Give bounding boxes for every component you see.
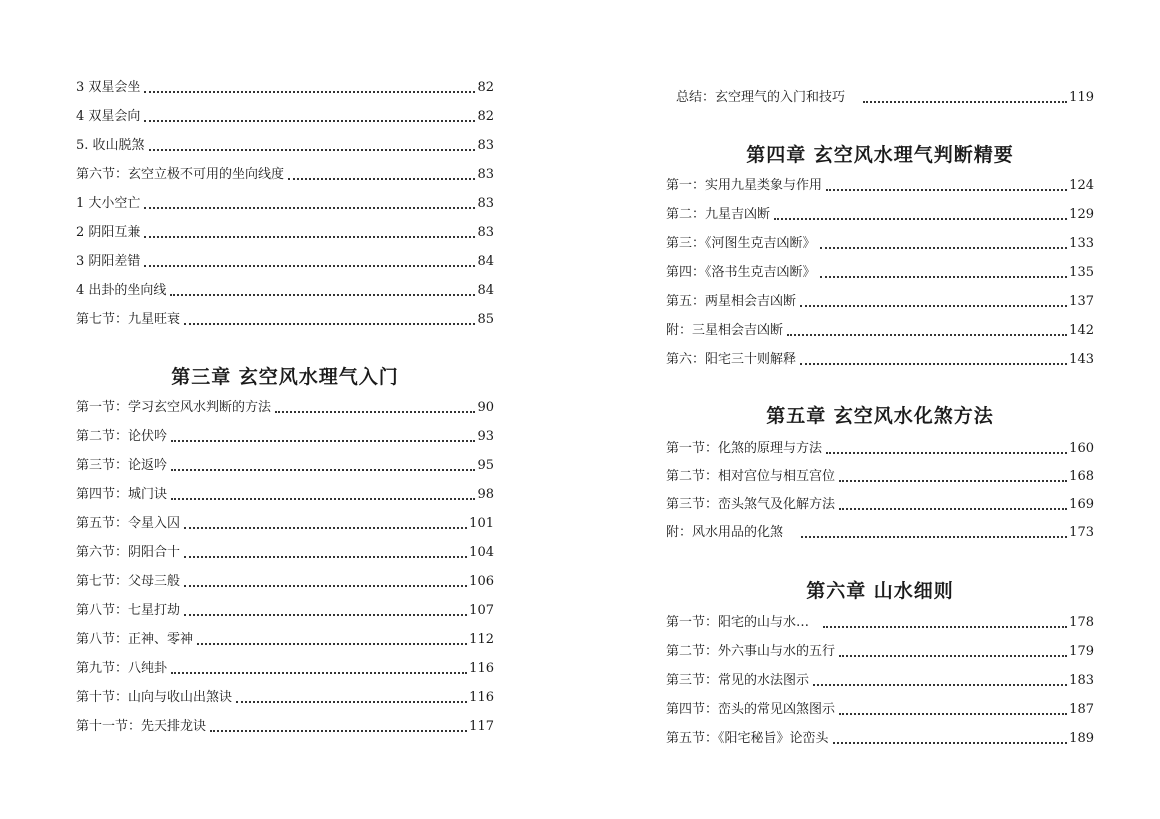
- entry-title: 附：风水用品的化煞: [666, 525, 784, 540]
- entry-page: 160: [1069, 441, 1094, 456]
- toc-entry[interactable]: [666, 615, 1094, 631]
- leader-dots: [774, 218, 1067, 220]
- entry-title: 2 阴阳互兼: [76, 225, 141, 240]
- entry-title: 第五：两星相会吉凶断: [666, 294, 797, 309]
- entry-title: 第七节：九星旺衰: [76, 312, 181, 327]
- entry-title: 第六：阳宅三十则解释: [666, 352, 797, 367]
- toc-entry[interactable]: [666, 644, 1094, 660]
- entry-page: 173: [1069, 525, 1094, 540]
- toc-entry[interactable]: [76, 138, 494, 154]
- entry-title: 第三节：常见的水法图示: [666, 673, 810, 688]
- entry-page: 107: [469, 603, 494, 618]
- toc-entry[interactable]: [666, 236, 1094, 252]
- chapter-heading: 第四章 玄空风水理气判断精要: [746, 144, 1014, 166]
- entry-title: 第六节：阴阳合十: [76, 545, 181, 560]
- entry-page: 93: [477, 429, 494, 444]
- leader-dots: [800, 305, 1067, 307]
- toc-entry[interactable]: [666, 323, 1094, 339]
- leader-dots: [800, 363, 1067, 365]
- leader-dots: [184, 556, 467, 558]
- toc-entry[interactable]: [666, 673, 1094, 689]
- toc-entry[interactable]: [666, 294, 1094, 310]
- chapter-heading: 第五章 玄空风水化煞方法: [766, 405, 994, 427]
- leader-dots: [826, 189, 1067, 191]
- leader-dots: [236, 701, 467, 703]
- entry-page: 83: [477, 167, 494, 182]
- toc-entry[interactable]: [76, 545, 494, 561]
- toc-entry[interactable]: [76, 225, 494, 241]
- entry-title: 第一节：化煞的原理与方法: [666, 441, 823, 456]
- leader-dots: [144, 207, 475, 209]
- entry-title: 总结：玄空理气的入门和技巧: [676, 90, 846, 105]
- entry-title: 4 双星会向: [76, 109, 141, 124]
- entry-title: 第八节：正神、零神: [76, 632, 194, 647]
- leader-dots: [171, 672, 467, 674]
- entry-title: 第四：《洛书生克吉凶断》: [666, 265, 816, 280]
- leader-dots: [275, 411, 475, 413]
- leader-dots: [839, 655, 1067, 657]
- entry-title: 附：三星相会吉凶断: [666, 323, 784, 338]
- toc-entry[interactable]: [666, 497, 1094, 513]
- entry-page: 189: [1069, 731, 1094, 746]
- entry-title: 第三节：峦头煞气及化解方法: [666, 497, 836, 512]
- leader-dots: [149, 149, 476, 151]
- toc-entry[interactable]: [76, 458, 494, 474]
- leader-dots: [171, 469, 475, 471]
- entry-title: 第八节：七星打劫: [76, 603, 181, 618]
- leader-dots: [820, 247, 1068, 249]
- entry-page: 179: [1069, 644, 1094, 659]
- entry-page: 119: [1069, 90, 1094, 105]
- entry-page: 142: [1069, 323, 1094, 338]
- toc-entry[interactable]: [666, 207, 1094, 223]
- entry-title: 第三节：论返吟: [76, 458, 168, 473]
- toc-entry[interactable]: [76, 196, 494, 212]
- entry-page: 98: [477, 487, 494, 502]
- leader-dots: [184, 527, 467, 529]
- entry-title: 第二节：外六事山与水的五行: [666, 644, 836, 659]
- toc-entry[interactable]: [666, 441, 1094, 457]
- entry-title: 第二：九星吉凶断: [666, 207, 771, 222]
- toc-entry[interactable]: [76, 429, 494, 445]
- toc-entry[interactable]: [76, 283, 494, 299]
- leader-dots: [144, 91, 475, 93]
- entry-page: 95: [477, 458, 494, 473]
- entry-page: 169: [1069, 497, 1094, 512]
- toc-entry[interactable]: [76, 109, 494, 125]
- toc-entry[interactable]: [76, 400, 494, 416]
- entry-page: 116: [469, 661, 494, 676]
- entry-title: 3 阴阳差错: [76, 254, 141, 269]
- toc-entry[interactable]: [76, 167, 494, 183]
- entry-title: 第二节：论伏吟: [76, 429, 168, 444]
- leader-dots: [820, 276, 1068, 278]
- entry-page: 116: [469, 690, 494, 705]
- toc-entry[interactable]: [76, 661, 494, 677]
- toc-entry[interactable]: [76, 312, 494, 328]
- entry-page: 83: [477, 138, 494, 153]
- leader-dots: [787, 334, 1067, 336]
- toc-entry[interactable]: [76, 516, 494, 532]
- toc-entry[interactable]: [76, 690, 494, 706]
- entry-title: 第五节：令星入囚: [76, 516, 181, 531]
- leader-dots: [801, 536, 1067, 538]
- entry-title: 第四节：峦头的常见凶煞图示: [666, 702, 836, 717]
- entry-page: 84: [477, 254, 494, 269]
- entry-page: 82: [477, 80, 494, 95]
- toc-entry[interactable]: [666, 352, 1094, 368]
- entry-title: 第二节：相对宫位与相互宫位: [666, 469, 836, 484]
- leader-dots: [184, 614, 467, 616]
- chapter-heading: 第六章 山水细则: [806, 580, 954, 602]
- leader-dots: [288, 178, 475, 180]
- entry-page: 84: [477, 283, 494, 298]
- entry-page: 101: [469, 516, 494, 531]
- leader-dots: [863, 101, 1067, 103]
- toc-entry[interactable]: [76, 254, 494, 270]
- entry-page: 143: [1069, 352, 1094, 367]
- entry-page: 104: [469, 545, 494, 560]
- toc-entry[interactable]: [76, 487, 494, 503]
- chapter-heading: 第三章 玄空风水理气入门: [171, 366, 399, 388]
- toc-entry[interactable]: [76, 80, 494, 96]
- entry-page: 83: [477, 225, 494, 240]
- entry-title: 第九节：八纯卦: [76, 661, 168, 676]
- leader-dots: [210, 730, 467, 732]
- entry-title: 1 大小空亡: [76, 196, 141, 211]
- toc-entry[interactable]: [666, 525, 1094, 541]
- toc-entry[interactable]: [666, 265, 1094, 281]
- entry-title: 4 出卦的坐向线: [76, 283, 167, 298]
- entry-page: 83: [477, 196, 494, 211]
- leader-dots: [171, 498, 475, 500]
- leader-dots: [826, 452, 1067, 454]
- entry-title: 第三：《河图生克吉凶断》: [666, 236, 816, 251]
- entry-page: 82: [477, 109, 494, 124]
- toc-entry[interactable]: [666, 702, 1094, 718]
- entry-page: 124: [1069, 178, 1094, 193]
- entry-title: 3 双星会坐: [76, 80, 141, 95]
- entry-page: 168: [1069, 469, 1094, 484]
- toc-entry[interactable]: [666, 90, 1094, 106]
- entry-title: 第四节：城门诀: [76, 487, 168, 502]
- leader-dots: [144, 236, 475, 238]
- leader-dots: [839, 508, 1067, 510]
- entry-title: 第五节：《阳宅秘旨》论峦头: [666, 731, 829, 746]
- leader-dots: [833, 742, 1068, 744]
- toc-entry[interactable]: [666, 178, 1094, 194]
- entry-page: 133: [1069, 236, 1094, 251]
- entry-page: 129: [1069, 207, 1094, 222]
- toc-entry[interactable]: [76, 719, 494, 735]
- entry-page: 90: [477, 400, 494, 415]
- leader-dots: [184, 585, 467, 587]
- entry-page: 187: [1069, 702, 1094, 717]
- leader-dots: [839, 713, 1067, 715]
- entry-title: 第一节：阳宅的山与水…: [666, 615, 810, 630]
- entry-page: 183: [1069, 673, 1094, 688]
- leader-dots: [839, 480, 1067, 482]
- entry-title: 第六节：玄空立极不可用的坐向线度: [76, 167, 285, 182]
- toc-entry[interactable]: [76, 603, 494, 619]
- entry-page: 135: [1069, 265, 1094, 280]
- leader-dots: [197, 643, 467, 645]
- leader-dots: [170, 294, 475, 296]
- leader-dots: [144, 265, 475, 267]
- entry-title: 5. 收山脱煞: [76, 138, 145, 153]
- entry-page: 85: [477, 312, 494, 327]
- toc-entry[interactable]: [76, 632, 494, 648]
- entry-page: 112: [469, 632, 494, 647]
- entry-title: 第十一节：先天排龙诀: [76, 719, 207, 734]
- toc-entry[interactable]: [666, 469, 1094, 485]
- entry-page: 106: [469, 574, 494, 589]
- entry-page: 178: [1069, 615, 1094, 630]
- leader-dots: [813, 684, 1067, 686]
- entry-page: 117: [469, 719, 494, 734]
- leader-dots: [823, 626, 1067, 628]
- leader-dots: [171, 440, 475, 442]
- leader-dots: [184, 323, 475, 325]
- entry-title: 第十节：山向与收山出煞诀: [76, 690, 233, 705]
- entry-title: 第一节：学习玄空风水判断的方法: [76, 400, 272, 415]
- entry-title: 第一：实用九星类象与作用: [666, 178, 823, 193]
- toc-entry[interactable]: [76, 574, 494, 590]
- entry-page: 137: [1069, 294, 1094, 309]
- toc-entry[interactable]: [666, 731, 1094, 747]
- leader-dots: [144, 120, 475, 122]
- entry-title: 第七节：父母三般: [76, 574, 181, 589]
